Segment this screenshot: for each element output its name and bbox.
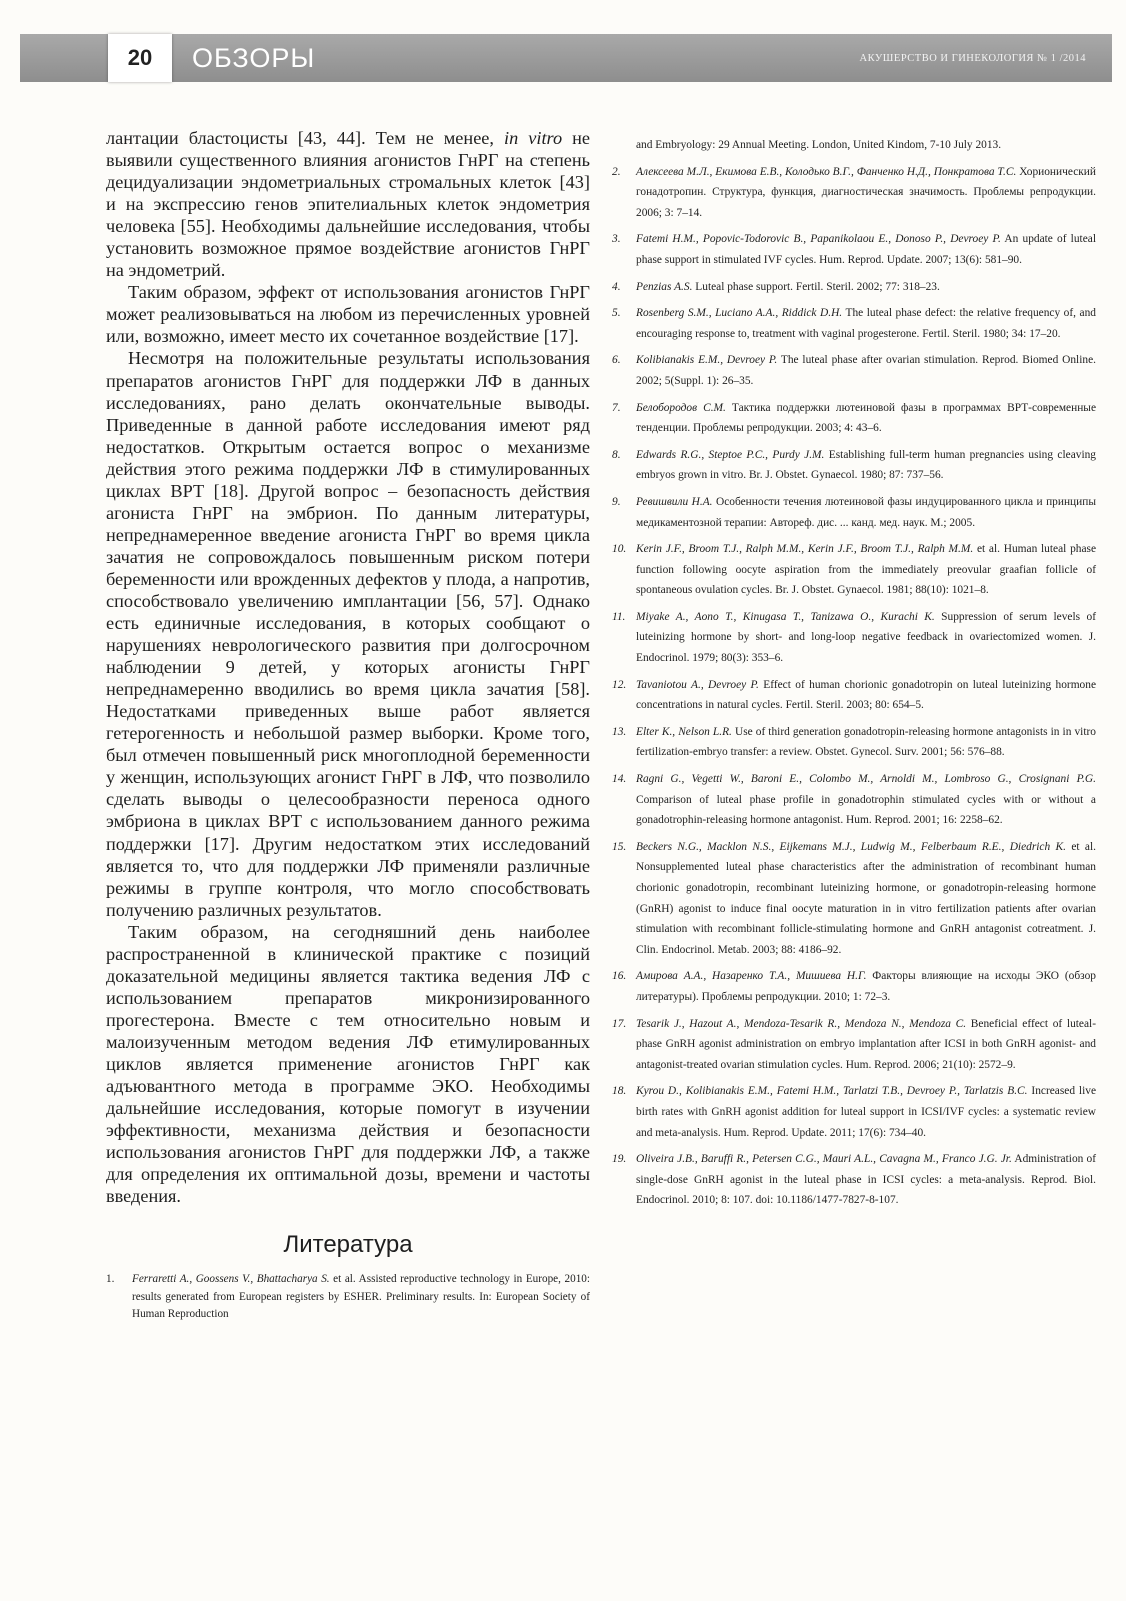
reference-item [612, 492, 1096, 533]
reference-body: Establishing full-term human pregnancies using cleaving embryos grown in vitro. Br. J. Obstet. Gynaecol. 1980; 87: 737–56. [636, 448, 1097, 482]
reference-text [636, 539, 1096, 601]
references-heading: Литература [283, 1231, 413, 1259]
reference-body: et al. Assisted reproductive technology in Europe, 2010: results generated from European registers by ESHER. Preliminary results. In: European Society of Human Reproduction [132, 1273, 590, 1320]
reference-authors: Miyake A., Aono T., Kinugasa T., Tanizawa O., Kurachi K. [636, 610, 935, 623]
reference-text [636, 162, 1096, 224]
reference-text [636, 398, 1096, 439]
reference-body: Administration of single-dose GnRH agonist in the luteal phase in ICSI cycles: a meta-analysis. Reprod. Biol. Endocrinol. 2010; 8: 107. doi: 10.1186/1477-7827-8-107. [636, 1153, 1097, 1207]
reference-text [636, 1081, 1096, 1143]
reference-number: 4. [612, 280, 621, 293]
body-paragraph: Таким образом, на сегодняшний день наиболее распространенной в клинической практике с позиций доказательной медицины является тактика ведения ЛФ с использованием препаратов микронизированного прогестерона. Вместе с тем относительно новым и малоизученным методом ведения ЛФ етимулированных циклов является применение агонистов ГнРГ как адъювантного метода в программе ЭКО. Необходимы дальнейшие исследования, которые помогут в изучении эффективности, механизма действия и безопасности использования агонистов ГнРГ для поддержки ЛФ, а также для определения их оптимальной дозы, времени и частоты введения. [106, 921, 590, 1207]
reference-item [612, 837, 1096, 961]
reference-authors: Oliveira J.B., Baruffi R., Petersen C.G., Mauri A.L., Cavagna M., Franco J.G. Jr. [636, 1153, 1012, 1166]
reference-continuation [612, 135, 1096, 156]
reference-item [612, 445, 1096, 486]
reference-body: Хорионический гонадотропин. Структура, функция, диагностическая значимость. Проблемы репродукции. 2006; 3: 7–14. [636, 165, 1096, 219]
reference-authors: Ragni G., Vegetti W., Baroni E., Colombo M., Arnoldi M., Lombroso G., Crosignani P.G. [636, 773, 1096, 786]
reference-text [636, 445, 1096, 486]
reference-body: Факторы влияющие на исходы ЭКО (обзор литературы). Проблемы репродукции. 2010; 1: 72–3. [636, 970, 1096, 1003]
reference-authors: Tavaniotou A., Devroey P. [636, 678, 759, 691]
reference-item [612, 162, 1096, 224]
reference-text [636, 1014, 1096, 1076]
page-number: 20 [108, 34, 172, 82]
reference-number: 8. [612, 448, 621, 461]
reference-item [612, 1014, 1096, 1076]
reference-item [612, 769, 1096, 831]
body-paragraph: Несмотря на положительные результаты использования препаратов агонистов ГнРГ для поддержки ЛФ в данных исследованиях, рано делать окончательные выводы. Приведенные в данной работе исследования имеют ряд недостатков. Открытым остается вопрос о механизме действия этого режима поддержки ЛФ в стимулированных циклах ВРТ [18]. Другой вопрос – безопасность действия агониста ГнРГ на эмбрион. По данным литературы, непреднамеренное введение агониста ГнРГ во время цикла зачатия не сопровождалось повышенным риском потери беременности или врожденных дефектов у плода, а напротив, способствовало увеличению имплантации [56, 57]. Однако есть единичные исследования, в которых сообщают о нарушениях неврологического развития при долгосрочном наблюдении 9 детей, у которых агонисты ГнРГ непреднамеренно вводились во время цикла зачатия [58]. Недостатками приведенных выше работ является гетерогенность и небольшой размер выборки. Кроме того, был отмечен повышенный риск многоплодной беременности у женщин, использующих агонист ГнРГ в ЛФ, что позволило сделать выводы о целесообразности переноса одного эмбриона в циклах ВРТ с использованием данного режима поддержки [17]. Другим недостатком этих исследований является то, что для поддержки ЛФ применяли различные режимы в группе контроля, что могло способствовать получению различных результатов. [106, 348, 590, 920]
reference-item [612, 722, 1096, 763]
reference-text [636, 722, 1096, 763]
references-list-left [106, 1271, 590, 1323]
reference-number: 5. [612, 307, 621, 320]
reference-body: Use of third generation gonadotropin-releasing hormone antagonists in in vitro fertilization-embryo transfer: a review. Obstet. Gynecol. Surv. 2001; 56: 576–88. [636, 725, 1096, 759]
reference-body: Beneficial effect of luteal-phase GnRH agonist administration on embryo implantation after ICSI in both GnRH agonist- and antagonist-treated ovarian stimulation cycles. Hum. Reprod. 2006; 21(10): 2572–9. [636, 1017, 1096, 1071]
reference-number: 17. [612, 1017, 627, 1030]
reference-text [636, 303, 1096, 344]
reference-text [636, 837, 1096, 961]
reference-number: 16. [612, 970, 627, 983]
reference-authors: Tesarik J., Hazout A., Mendoza-Tesarik R., Mendoza N., Mendoza C. [636, 1017, 967, 1030]
reference-text [636, 229, 1096, 270]
reference-text [636, 675, 1096, 716]
reference-number: 14. [612, 773, 627, 786]
reference-body: et al. Human luteal phase function following oocyte aspiration from the immediately preovular graafian follicle of spontaneous ovulation cycles. Br. J. Obstet. Gynaecol. 1981; 88(10): 1021–8. [636, 543, 1097, 597]
reference-text [132, 1271, 590, 1323]
reference-body: Особенности течения лютеиновой фазы индуцированного цикла и принципы медикаментозной терапии: Автореф. дис. ... канд. мед. наук. М.; 2005. [636, 495, 1096, 529]
page-header [20, 34, 1112, 82]
reference-authors: Rosenberg S.M., Luciano A.A., Riddick D.H. [636, 307, 843, 320]
right-column [612, 135, 1096, 1217]
reference-authors: Kolibianakis E.M., Devroey P. [636, 354, 778, 367]
reference-item [612, 1081, 1096, 1143]
reference-number: 1. [106, 1273, 115, 1286]
reference-authors: Kyrou D., Kolibianakis E.M., Fatemi H.M., Tarlatzi T.B., Devroey P., Tarlatzis B.C. [636, 1085, 1028, 1098]
reference-body: Effect of human chorionic gonadotropin on luteal luteinizing hormone concentrations in natural cycles. Fertil. Steril. 2003; 80: 654–5. [636, 678, 1097, 712]
reference-item [106, 1271, 590, 1323]
reference-authors: Elter K., Nelson L.R. [636, 725, 732, 738]
reference-text [636, 769, 1096, 831]
reference-number: 7. [612, 401, 621, 414]
reference-number: 12. [612, 678, 627, 691]
reference-authors: Fatemi H.M., Popovic-Todorovic B., Papanikolaou E., Donoso P., Devroey P. [636, 233, 1001, 246]
reference-body: The luteal phase defect: the relative frequency of, and encouraging response to, treatment with vaginal progesterone. Fertil. Steril. 1980; 34: 17–20. [636, 307, 1096, 340]
reference-item [612, 398, 1096, 439]
reference-number: 11. [612, 610, 626, 623]
reference-number: 19. [612, 1153, 627, 1166]
reference-text: and Embryology: 29 Annual Meeting. London, United Kindom, 7-10 July 2013. [636, 139, 1002, 151]
reference-text [636, 277, 1096, 298]
reference-authors: Ревишвили Н.А. [636, 495, 713, 508]
reference-authors: Белобородов С.М. [636, 401, 726, 414]
reference-text [636, 492, 1096, 533]
reference-item [612, 539, 1096, 601]
reference-body: Increased live birth rates with GnRH agonist addition for luteal support in ICSI/IVF cycles: a systematic review and meta-analysis. Hum. Reprod. Update. 2011; 17(6): 734–40. [636, 1085, 1096, 1139]
reference-item [612, 1149, 1096, 1211]
reference-authors: Ferraretti A., Goossens V., Bhattacharya S. [132, 1273, 330, 1286]
reference-body: The luteal phase after ovarian stimulation. Reprod. Biomed Online. 2002; 5(Suppl. 1): 26–35. [636, 354, 1096, 387]
reference-number: 9. [612, 495, 621, 508]
reference-authors: Penzias A.S. [636, 280, 693, 293]
reference-item [612, 350, 1096, 391]
reference-item [612, 229, 1096, 270]
reference-body: Suppression of serum levels of luteinizing hormone by short- and long-loop negative feedback in ovariectomized women. J. Endocrinol. 1979; 80(3): 353–6. [636, 610, 1097, 665]
reference-item [612, 303, 1096, 344]
reference-body: An update of luteal phase support in stimulated IVF cycles. Hum. Reprod. Update. 2007; 13(6): 581–90. [636, 233, 1096, 266]
reference-authors: Амирова А.А., Назаренко Т.А., Мишиева Н.Г. [636, 970, 867, 983]
reference-number: 18. [612, 1085, 627, 1098]
reference-number: 2. [612, 165, 621, 178]
body-paragraph: Таким образом, эффект от использования агонистов ГнРГ может реализовываться на любом из перечисленных уровней или, возможно, имеет место их сочетанное воздействие [17]. [106, 282, 590, 347]
reference-authors: Beckers N.G., Macklon N.S., Eijkemans M.J., Ludwig M., Felberbaum R.E., Diedrich K. [636, 840, 1066, 853]
reference-item [612, 966, 1096, 1007]
reference-body: Тактика поддержки лютеиновой фазы в программах ВРТ-современные тенденции. Проблемы репродукции. 2003; 4: 43–6. [636, 401, 1097, 435]
reference-number: 15. [612, 840, 627, 853]
reference-item [612, 607, 1096, 669]
reference-number: 3. [612, 233, 621, 246]
body-paragraph: лантации бластоцисты [43, 44]. Тем не менее, in vitro не выявили существенного влияния агонистов ГнРГ на степень децидуализации эндометриальных стромальных клеток [43] и на экспрессию генов эпителиальных клеток эндометрия человека [55]. Необходимы дальнейшие исследования, чтобы установить возможное прямое воздействие агонистов ГнРГ на эндометрий. [106, 128, 591, 281]
reference-number: 13. [612, 725, 627, 738]
reference-number: 10. [612, 543, 627, 556]
references-list-right [612, 135, 1096, 1211]
reference-text [636, 350, 1096, 391]
reference-item [612, 675, 1096, 716]
reference-authors: Алексеева М.Л., Екимова Е.В., Колодько В.Г., Фанченко Н.Д., Понкратова Т.С. [636, 165, 1017, 178]
reference-authors: Kerin J.F., Broom T.J., Ralph M.M., Kerin J.F., Broom T.J., Ralph M.M. [636, 543, 974, 556]
reference-text [636, 966, 1096, 1007]
reference-authors: Edwards R.G., Steptoe P.C., Purdy J.M. [636, 448, 825, 461]
journal-title: АКУШЕРСТВО И ГИНЕКОЛОГИЯ № 1 /2014 [859, 53, 1086, 64]
reference-text [636, 1149, 1096, 1211]
section-title: ОБЗОРЫ [192, 43, 316, 73]
reference-body: Comparison of luteal phase profile in gonadotrophin stimulated cycles with or without a gonadotrophin-releasing hormone antagonist. Hum. Reprod. 2001; 16: 2258–62. [636, 793, 1096, 827]
reference-body: et al. Nonsupplemented luteal phase characteristics after the administration of recombinant human chorionic gonadotropin, recombinant luteinizing hormone, or gonadotropin-releasing hormone (GnRH) agonist to induce final oocyte maturation in in vitro fertilization patients after ovarian stimulation with recombinant follicle-stimulating hormone and GnRH antagonist cotreatment. J. Clin. Endocrinol. Metab. 2003; 88: 4186–92. [636, 840, 1097, 956]
reference-text [636, 607, 1096, 669]
reference-body: Luteal phase support. Fertil. Steril. 2002; 77: 318–23. [692, 280, 940, 293]
reference-number: 6. [612, 354, 621, 367]
left-column [106, 127, 590, 1330]
reference-item [612, 277, 1096, 298]
